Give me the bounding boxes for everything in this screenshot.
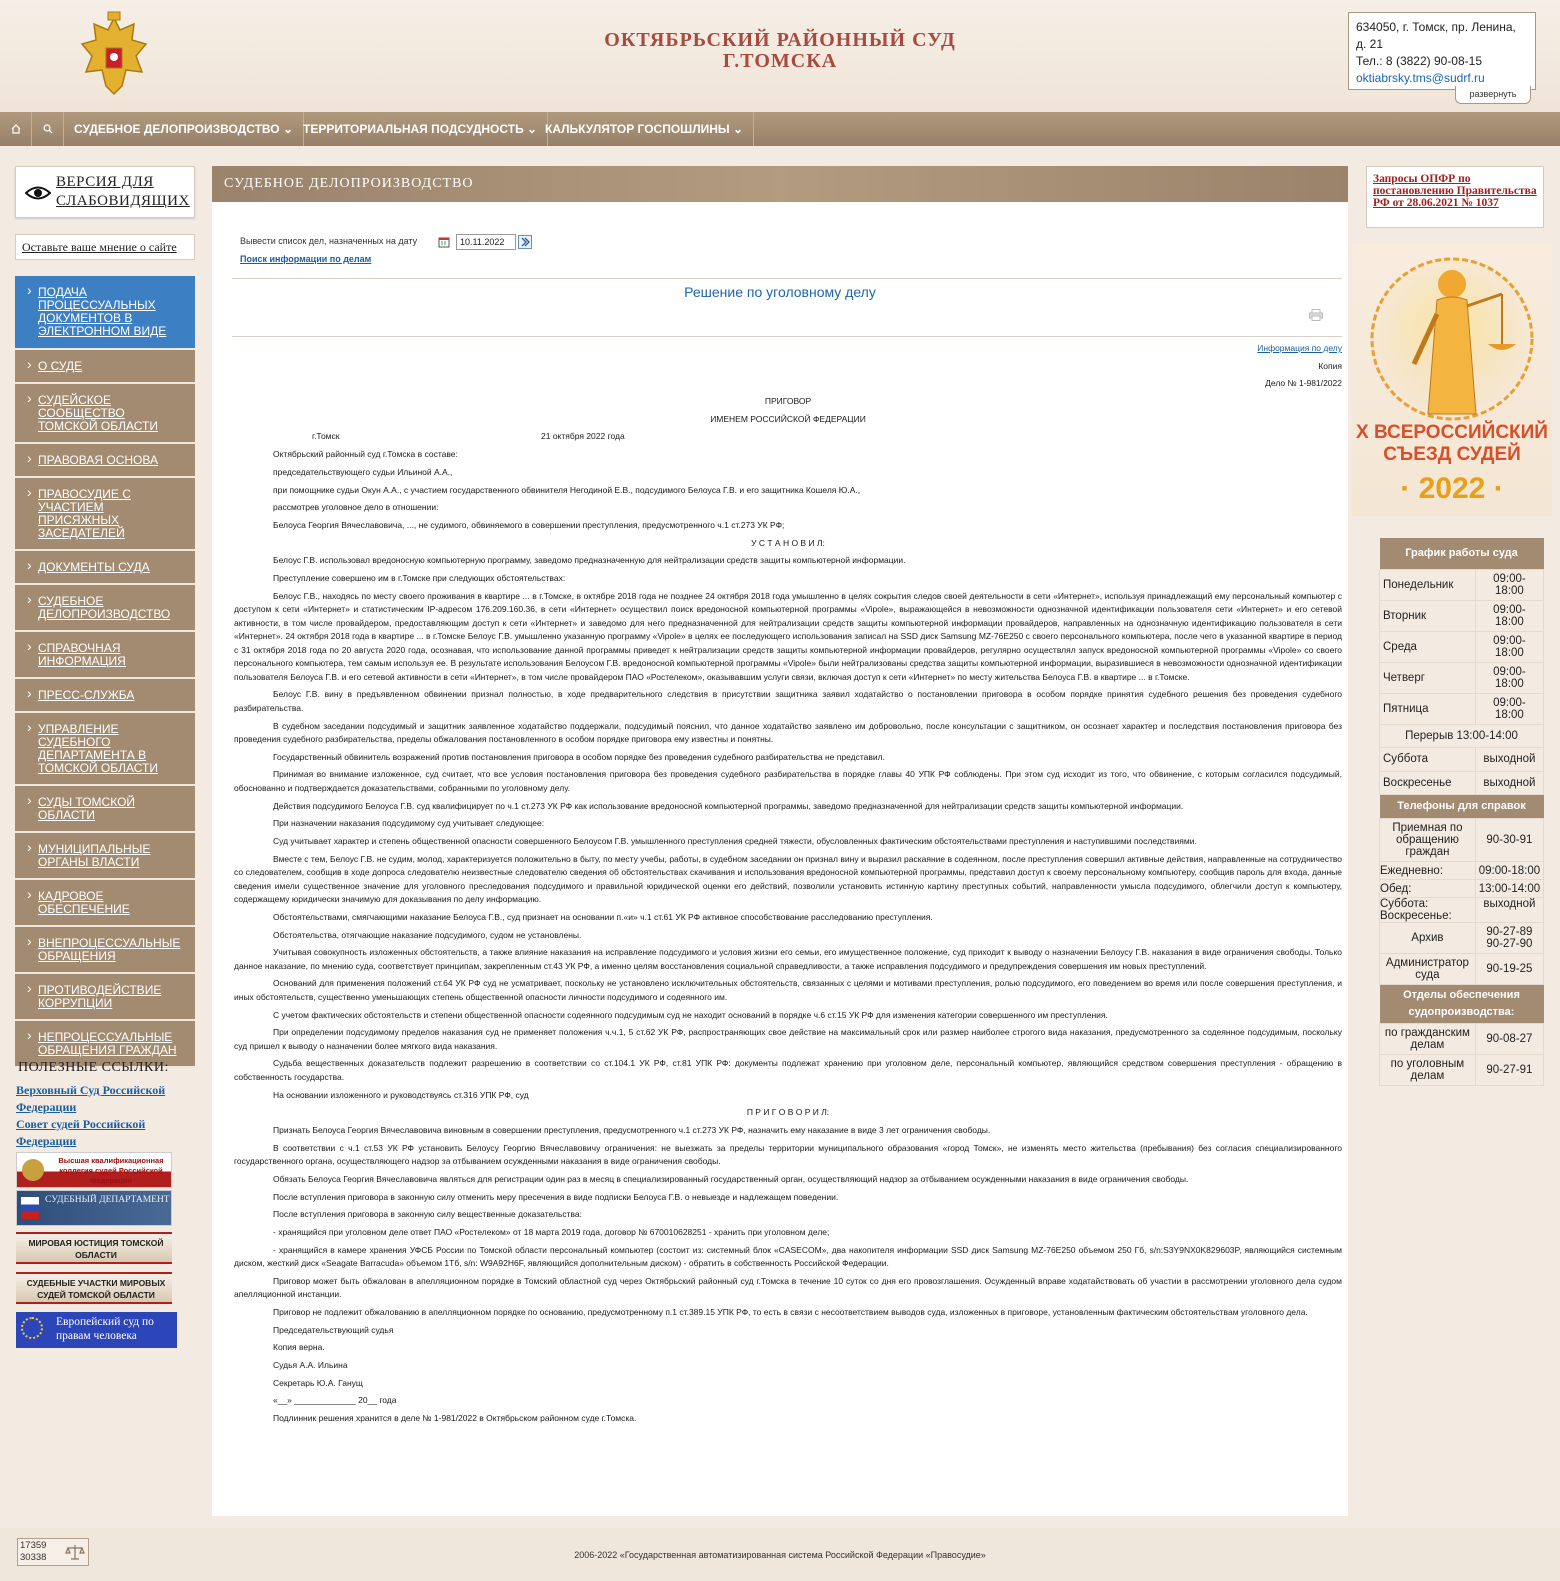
case-search-link[interactable]: Поиск информации по делам: [240, 254, 372, 264]
menu-item-legal-basis[interactable]: [15, 444, 195, 478]
themis-icon: [1352, 244, 1552, 424]
time: 09:00-18:00: [1475, 631, 1543, 662]
schedule-table: [1379, 538, 1544, 1086]
table-row: [1380, 600, 1544, 631]
paragraph: Обстоятельствами, смягчающими наказание Белоуса Г.В., суд признает на основании п.«и» ч.1 ст.61 УК РФ активное способствование расследованию преступления.: [273, 911, 933, 922]
table-row: [1380, 748, 1544, 772]
menu-item-label: КАДРОВОЕ ОБЕСПЕЧЕНИЕ: [38, 889, 130, 916]
established-heading: У С Т А Н О В И Л:: [751, 537, 825, 548]
email-link[interactable]: oktiabrsky.tms@sudrf.ru: [1356, 71, 1485, 85]
low-vision-button[interactable]: [15, 166, 195, 218]
flag-icon: [21, 1197, 39, 1219]
banner-judicial-department[interactable]: [16, 1190, 172, 1226]
menu-item-label: ПРАВОСУДИЕ С УЧАСТИЕМ ПРИСЯЖНЫХ ЗАСЕДАТЕЛЕЙ: [38, 487, 131, 540]
paragraph: Октябрьский районный суд г.Томска в составе:: [273, 449, 458, 460]
case-number: Дело № 1-981/2022: [1265, 378, 1342, 389]
table-row: [1380, 569, 1544, 600]
paragraph: Вместе с тем, Белоус Г.В. не судим, молод, характеризуется положительно в быту, по месту учебы, работы, в судебном заседании он признал вину и выразил раскаяние в содеянном, после преступления совершил активные действия, направленные на сотрудничество со следователем, сообщив в ходе допроса следователю неизвестные следователю сведения об обстоятельствах скачивания и использования вредоносной компьютерной программы, представил доступ к своему персональному компьютеру, сообщив пароль для входа, данные сведения имели существенное значение для уголовного преследования подсудимого и правильной юридической оценки его действий, позволили установить истинную картину преступных событий, направленности умысла подсудимого, облегчили доступ к компьютеру, содержащему юридически значимую для доказывания по делу информацию.: [234, 853, 1342, 905]
useful-links-title: ПОЛЕЗНЫЕ ССЫЛКИ:: [18, 1060, 169, 1075]
nav-court-proceedings[interactable]: [64, 112, 304, 146]
table-row: [1380, 631, 1544, 662]
table-row: [1380, 819, 1544, 862]
paragraph: В соответствии с ч.1 ст.53 УК РФ установить Белоусу Георгию Вячеславовичу ограничения: не выезжать за пределы территории муниципального образования «город Томск», не изменять место жительства (пребывания) без согласия специализированного государственного органа, осуществляющего надзор за отбыванием осужденными наказания в виде ограничения свободы.: [234, 1142, 1342, 1167]
table-row: [1380, 771, 1544, 795]
menu-item-label: ДОКУМЕНТЫ СУДА: [38, 560, 150, 574]
counter-value-2: 30338: [20, 1552, 47, 1563]
paragraph: При назначении наказания подсудимому суд учитывает следующее:: [273, 818, 545, 829]
nav-label: ТЕРРИТОРИАЛЬНАЯ ПОДСУДНОСТЬ: [303, 122, 524, 136]
divider: [232, 278, 1342, 279]
paragraph: На основании изложенного и руководствуясь ст.316 УПК РФ, суд: [273, 1089, 529, 1100]
emblem-icon: [22, 1159, 44, 1181]
paragraph: Судьба вещественных доказательств подлежит разрешению в соответствии со ст.104.1 УК РФ, ст.81 УПК РФ: документы подлежат хранению при уголовном деле, персональный компьютер, являющийся средством совершения преступления - обращению в собственность государства.: [234, 1058, 1342, 1082]
day: Пятница: [1380, 693, 1476, 724]
paragraph: После вступления приговора в законную силу вещественные доказательства:: [273, 1209, 583, 1220]
day: Четверг: [1380, 662, 1476, 693]
paragraph: рассмотрев уголовное дело в отношении:: [273, 502, 439, 513]
paragraph: Государственный обвинитель возражений против постановления приговора в особом порядке без проведения судебного разбирательства не представил.: [273, 751, 885, 762]
menu-item-proceedings[interactable]: [15, 585, 195, 632]
menu-item-reference[interactable]: [15, 632, 195, 679]
case-info-link[interactable]: Информация по делу: [1257, 343, 1342, 353]
table-row: [1380, 880, 1544, 898]
paragraph: - хранящийся при уголовном деле ответ ПАО «Ростелеком» от 18 марта 2019 года, договор № 670010628251 - хранить при уголовном деле;: [273, 1226, 830, 1237]
chevron-down-icon: ⌄: [527, 122, 538, 136]
paragraph: Копия верна.: [273, 1342, 325, 1353]
day: Воскресенье: [1380, 771, 1476, 795]
paragraph: Белоус Г.В. вину в предъявленном обвинении признал полностью, в ходе предварительного следствия в присутствии защитника заявил ходатайство о постановлении приговора в особом порядке принятия судебного решения без проведения судебного разбирательства.: [234, 689, 1342, 713]
menu-item-municipal[interactable]: [15, 833, 195, 880]
paragraph: Белоуса Георгия Вячеславовича, ..., не судимого, обвиняемого в совершении преступления, предусмотренного ч.1 ст.273 УК РФ;: [273, 519, 785, 530]
banner-label: СУДЕБНЫЙ ДЕПАРТАМЕНТ: [45, 1195, 170, 1205]
phones-title: Телефоны для справок: [1380, 795, 1544, 819]
counter-value-1: 17359: [20, 1540, 47, 1551]
date-input[interactable]: 10.11.2022: [456, 234, 516, 250]
header: [0, 0, 1560, 112]
table-row: [1380, 693, 1544, 724]
day: Среда: [1380, 631, 1476, 662]
paragraph: Подлинник решения хранится в деле № 1-981/2022 в Октябрьском районном суде г.Томска.: [273, 1413, 637, 1424]
congress-line1: X ВСЕРОССИЙСКИЙ: [1356, 422, 1548, 443]
weekend-time: выходной: [1475, 898, 1543, 923]
banner-label: Высшая квалификационная коллегия судей Российской Федерации: [58, 1156, 164, 1185]
nav-label: СУДЕБНОЕ ДЕЛОПРОИЗВОДСТВО: [74, 122, 280, 136]
opfr-requests-link[interactable]: Запросы ОПФР по постановлению Правительства РФ от 28.06.2021 № 1037: [1366, 166, 1544, 228]
paragraph: После вступления приговора в законную силу отменить меру пресечения в виде подписки Белоуса Г.В. о невыезде и надлежащем поведении.: [273, 1191, 839, 1202]
banner-echr[interactable]: [16, 1312, 177, 1348]
home-icon: [11, 124, 21, 134]
lunch-label: Обед:: [1380, 880, 1476, 898]
day: Вторник: [1380, 600, 1476, 631]
archive-phones: 90-27-89 90-27-90: [1475, 923, 1543, 954]
lunch-time: 13:00-14:00: [1475, 880, 1543, 898]
time: 09:00-18:00: [1475, 569, 1543, 600]
menu-item-staffing[interactable]: [15, 880, 195, 927]
verdict-date: 21 октября 2022 года: [541, 431, 625, 442]
paragraph: Преступление совершено им в г.Томске при следующих обстоятельствах:: [273, 572, 566, 583]
table-row: [1380, 1055, 1544, 1086]
menu-item-jury[interactable]: [15, 478, 195, 551]
civil-label: по гражданским делам: [1380, 1024, 1476, 1055]
table-row: [1380, 923, 1544, 954]
break-time: Перерыв 13:00-14:00: [1380, 724, 1544, 748]
paragraph: Суд учитывает характер и степень общественной опасности совершенного Белоусом Г.В. умышленного преступления средней тяжести, обусловленных фактическим обстоятельствами преступления и наступившими последствиями.: [273, 835, 1197, 846]
paragraph: Белоус Г.В., находясь по месту своего проживания в квартире ... в г.Томске, в октябре 2018 года не позднее 24 октября 2018 года умышленно в целях сокрытия следов своей деятельности в сети «Интернет», используя принадлежащий ему персональный компьютер с доступом к сети «Интернет» и статистическим IP-адресом 176.209.160.36, в сети «Интернет» осуществил поиск вредоносной компьютерной программы «Vipole», выражающейся в невозможности однозначной идентификации пользователя сети «Интернет» и его сетевой активности, в том числе провайдером, предоставляющим доступ к сети «Интернет» и заведомо для него предназначенной для нейтрализации средств защиты компьютерной информации провайдеров, направленных на однозначную идентификацию пользователя в сети «Интернет». 24 октября 2018 года в квартире ... в г.Томске Белоус Г.В. умышленно указанную программу «Vipole» в целях ее последующего использования записал на SSD диск Samsung MZ-76E250 с своего персонального компьютера, после чего в указанной квартире в период с 31 октября 2018 года по 20 августа 2020 года, осознавая, что использование данной программы приведет к нейтрализации средств защиты компьютерной информации провайдеров, регулярно осуществлял запуск вредоносной компьютерной программы «Vipole» со своего персонального компьютера, тем самым используя ее. В результате использования Белоусом Г.В. вредоносной компьютерной программы «Vipole» были нейтрализованы средства защиты компьютерной информации, выразившиеся в невозможности однозначной идентификации пользователя Белоуса Г.В. и его сетевой активности в сети «Интернет», в том числе провайдером ПАО «Ростелеком», оказывавшим услуги связи, включая доступ к сети «Интернет» по месту жительства Белоуса Г.В. в квартире ... в г.Томске.: [234, 590, 1342, 682]
reception-phone: 90-30-91: [1475, 819, 1543, 862]
paragraph: Приговор может быть обжалован в апелляционном порядке в Томский областной суд через Октябрьский районный суд г.Томска в течение 10 суток со дня его провозглашения. Осужденный вправе ходатайствовать об участии в рассмотрении уголовного дела судом апелляционной инстанции.: [234, 1275, 1342, 1300]
paragraph: С учетом фактических обстоятельств и степени общественной опасности содеянного подсудимым суд не находит оснований в порядке ч.6 ст.15 УК РФ для изменения категории совершенного им преступления.: [273, 1009, 1108, 1020]
paragraph: Секретарь Ю.А. Ганущ: [273, 1377, 363, 1388]
low-vision-label: ВЕРСИЯ ДЛЯ СЛАБОВИДЯЩИХ: [56, 174, 190, 209]
banner-label: Европейский суд по правам человека: [56, 1316, 154, 1342]
menu-item-judges-community[interactable]: [15, 384, 195, 444]
side-menu: [15, 276, 195, 1068]
address-line2: д. 21: [1356, 37, 1384, 51]
menu-item-label: ПРЕСС-СЛУЖБА: [38, 688, 135, 702]
paragraph: Обязать Белоуса Георгия Вячеславовича являться для регистрации один раз в месяц в специализированный государственный орган, осуществляющий надзор за отбыванием осужденными наказания в виде ограничения свободы.: [273, 1173, 1189, 1184]
in-name-heading: ИМЕНЕМ РОССИЙСКОЙ ФЕДЕРАЦИИ: [710, 413, 866, 424]
banner-qualification-board[interactable]: [16, 1152, 172, 1188]
footer-text: 2006-2022 «Государственная автоматизированная система Российской Федерации «Правосудие»: [574, 1550, 986, 1560]
nav-duty-calculator[interactable]: [535, 112, 754, 146]
table-row: [1380, 724, 1544, 748]
search-button[interactable]: [32, 112, 64, 146]
admin-label: Администратор суда: [1380, 954, 1476, 985]
time: 09:00-18:00: [1475, 693, 1543, 724]
city: г.Томск: [312, 431, 340, 442]
banner-label: МИРОВАЯ ЮСТИЦИЯ ТОМСКОЙ ОБЛАСТИ: [28, 1238, 164, 1260]
expand-button[interactable]: развернуть: [1455, 86, 1531, 104]
menu-item-label: СПРАВОЧНАЯ ИНФОРМАЦИЯ: [38, 641, 126, 668]
menu-item-extraprocedural[interactable]: [15, 927, 195, 974]
paragraph: Учитывая совокупность изложенных обстоятельств, а также влияние наказания на исправление подсудимого и условия жизни его семьи, его имущественное положение, суд приходит к выводу о назначении Белоусу Г.В. наказания в виде ограничения свободы. Только данное наказание, по мнению суда, соответствует принципам, закрепленным ст.43 УК РФ, а именно целям восстановления социальной справедливости, а также исправления подсудимого и предупреждения совершения им новых преступлений.: [234, 947, 1342, 971]
paragraph: Белоус Г.В. использовал вредоносную компьютерную программу, заведомо предназначенную для нейтрализации средств защиты компьютерной информации.: [273, 555, 906, 566]
go-arrow-icon[interactable]: [518, 235, 532, 249]
menu-item-tomsk-courts[interactable]: [15, 786, 195, 833]
menu-item-electronic-filing[interactable]: [15, 276, 195, 350]
menu-item-anticorruption[interactable]: [15, 974, 195, 1021]
council-of-judges-link[interactable]: Совет судей Российской Федерации: [16, 1117, 146, 1148]
paragraph: Действия подсудимого Белоуса Г.В. суд квалифицирует по ч.1 ст.273 УК РФ как использование вредоносной компьютерной программы, заведомо предназначенной для нейтрализации средств защиты компьютерной информации.: [273, 800, 1184, 811]
day: Понедельник: [1380, 569, 1476, 600]
nav-label: КАЛЬКУЛЯТОР ГОСПОШЛИНЫ: [545, 122, 730, 136]
menu-item-label: ВНЕПРОЦЕССУАЛЬНЫЕ ОБРАЩЕНИЯ: [38, 936, 181, 963]
congress-banner[interactable]: [1352, 244, 1552, 516]
eu-stars-icon: [21, 1317, 43, 1339]
menu-item-department[interactable]: [15, 713, 195, 786]
daily-label: Ежедневно:: [1380, 862, 1476, 880]
chevron-down-icon: ⌄: [733, 122, 744, 136]
court-title-line2: Г.ТОМСКА: [722, 50, 838, 72]
navbar: [0, 112, 1560, 146]
paragraph: Принимая во внимание изложенное, суд считает, что все условия постановления приговора без проведения судебного разбирательства в порядке главы 40 УПК РФ соблюдены. При этом суд исходит из того, что обвинение, с которым согласился подсудимый, обоснованно и подтверждается доказательствами, собранными по уголовному делу.: [234, 769, 1342, 793]
paragraph: - хранящийся в камере хранения УФСБ России по Томской области персональный компьютер (состоит из: системный блок «CASECOM», два накопителя информации SSD диск Samsung MZ-76E250 объемом 250 Гб, s/n:S3Y9NX0K829603P, являющийся системным диском, жесткий диск «Seagate Barracuda» объемом 1Тб, s/n: W9A92H6F, являющийся дополнительным диском) - обратить в собственность Российской Федерации.: [234, 1244, 1342, 1269]
home-button[interactable]: [0, 112, 32, 146]
main-content: [212, 166, 1348, 1516]
divider: [232, 336, 1342, 337]
departments-title: Отделы обеспечения судопроизводства:: [1380, 985, 1544, 1024]
paragraph: Судья А.А. Ильина: [273, 1360, 348, 1371]
criminal-phone: 90-27-91: [1475, 1055, 1543, 1086]
table-row: [1380, 954, 1544, 985]
address-line1: 634050, г. Томск, пр. Ленина,: [1356, 20, 1516, 34]
city-date-row: [234, 430, 1342, 444]
menu-item-label: СУДЕБНОЕ ДЕЛОПРОИЗВОДСТВО: [38, 594, 171, 621]
banner-label: СУДЕБНЫЕ УЧАСТКИ МИРОВЫХ СУДЕЙ ТОМСКОЙ ОБЛАСТИ: [26, 1278, 166, 1300]
schedule-title: График работы суда: [1380, 538, 1544, 569]
menu-item-label: О СУДЕ: [38, 359, 83, 373]
paragraph: при помощнике судьи Окун А.А., с участием государственного обвинителя Негодиной Е.В., подсудимого Белоуса Г.В. и его защитника Кошеля Ю.А.,: [273, 484, 861, 495]
supreme-court-link[interactable]: Верховный Суд Российской Федерации: [16, 1083, 166, 1114]
phone: Тел.: 8 (3822) 90-08-15: [1356, 54, 1482, 68]
civil-phone: 90-08-27: [1475, 1024, 1543, 1055]
admin-phone: 90-19-25: [1475, 954, 1543, 985]
menu-item-documents[interactable]: [15, 551, 195, 585]
paragraph: Обстоятельства, отягчающие наказание подсудимого, судом не установлены.: [273, 929, 582, 940]
time: выходной: [1475, 771, 1543, 795]
menu-item-label: УПРАВЛЕНИЕ СУДЕБНОГО ДЕПАРТАМЕНТА В ТОМСКОЙ ОБЛАСТИ: [38, 722, 158, 775]
chevron-down-icon: ⌄: [282, 122, 294, 136]
menu-item-label: МУНИЦИПАЛЬНЫЕ ОРГАНЫ ВЛАСТИ: [38, 842, 151, 869]
calendar-icon[interactable]: [438, 236, 450, 248]
table-row: [1380, 898, 1544, 923]
nav-territorial-jurisdiction[interactable]: [293, 112, 548, 146]
menu-item-label: СУДЕЙСКОЕ СООБЩЕСТВО ТОМСКОЙ ОБЛАСТИ: [38, 393, 158, 433]
table-row: [1380, 862, 1544, 880]
menu-item-label: НЕПРОЦЕССУАЛЬНЫЕ ОБРАЩЕНИЯ ГРАЖДАН: [38, 1030, 177, 1057]
date-label: Вывести список дел, назначенных на дату: [240, 236, 418, 246]
daily-time: 09:00-18:00: [1475, 862, 1543, 880]
verdict-heading: ПРИГОВОР: [764, 396, 812, 407]
menu-item-press[interactable]: [15, 679, 195, 713]
reception-label: Приемная по обращению граждан: [1380, 819, 1476, 862]
paragraph: При определении подсудимому пределов наказания суд не применяет положения ч.ч.1, 5 ст.62 УК РФ, распространяющих свое действие на максимальный срок или размер наиболее строгого вида наказания, предусмотренного за содеянное подсудимым, поскольку суд пришел к выводу о назначении более мягкого вида наказания.: [234, 1027, 1342, 1051]
paragraph: председательствующего судьи Ильиной А.А.,: [273, 466, 453, 477]
paragraph: «__» _____________ 20__ года: [273, 1395, 397, 1406]
eye-icon: [25, 185, 51, 201]
section-title: СУДЕБНОЕ ДЕЛОПРОИЗВОДСТВО: [212, 166, 1348, 202]
contact-box: [1348, 12, 1536, 90]
verdict-document: [234, 342, 1342, 1430]
time: 09:00-18:00: [1475, 662, 1543, 693]
paragraph: Приговор не подлежит обжалованию в апелляционном порядке по основанию, предусмотренному п.1 ст.389.15 УПК РФ, то есть в связи с несоответствием выводов суда, изложенных в приговоре, установленным фактическим обстоятельствам уголовного дела.: [273, 1307, 1308, 1317]
decision-title: Решение по уголовному делу: [684, 284, 876, 300]
paragraph: Председательствующий судья: [273, 1324, 394, 1335]
menu-item-label: ПОДАЧА ПРОЦЕССУАЛЬНЫХ ДОКУМЕНТОВ В ЭЛЕКТРОННОМ ВИДЕ: [38, 285, 167, 338]
paragraph: В судебном заседании подсудимый и защитник заявленное ходатайство поддержали, подсудимый пояснил, что данное ходатайство заявлено им добровольно, после консультации с защитником, он осознает характер и последствия постановления приговора без проведения судебного разбирательства, пределы обжалования постановленного в особом порядке приговора ему известны и понятны.: [234, 720, 1342, 744]
coat-of-arms-icon: [74, 10, 154, 96]
sentenced-heading: П Р И Г О В О Р И Л:: [746, 1107, 830, 1118]
site-feedback-link[interactable]: Оставьте ваше мнение о сайте: [15, 234, 195, 260]
court-title: [560, 30, 1000, 72]
menu-item-about[interactable]: [15, 350, 195, 384]
menu-item-label: ПРОТИВОДЕЙСТВИЕ КОРРУПЦИИ: [38, 983, 162, 1010]
day: Суббота: [1380, 748, 1476, 772]
congress-line2: СЪЕЗД СУДЕЙ: [1383, 444, 1521, 465]
weekend-label: Суббота: Воскресенье:: [1380, 898, 1476, 923]
banner-magistrate-districts[interactable]: [16, 1272, 172, 1304]
print-icon[interactable]: [1309, 309, 1323, 321]
copy-label: Копия: [1318, 360, 1342, 371]
banner-magistrates-justice[interactable]: [16, 1232, 172, 1264]
table-row: [1380, 1024, 1544, 1055]
menu-item-label: СУДЫ ТОМСКОЙ ОБЛАСТИ: [38, 795, 136, 822]
criminal-label: по уголовным делам: [1380, 1055, 1476, 1086]
search-icon: [43, 124, 53, 134]
menu-item-label: ПРАВОВАЯ ОСНОВА: [38, 453, 158, 467]
table-row: [1380, 662, 1544, 693]
paragraph: Признать Белоуса Георгия Вячеславовича виновным в совершении преступления, предусмотренного ч.1 ст.273 УК РФ, назначить ему наказание в виде 3 лет ограничения свободы.: [273, 1125, 991, 1135]
time: 09:00-18:00: [1475, 600, 1543, 631]
congress-year: · 2022 ·: [1400, 472, 1504, 505]
archive-label: Архив: [1380, 923, 1476, 954]
court-title-line1: ОКТЯБРЬСКИЙ РАЙОННЫЙ СУД: [604, 29, 956, 51]
paragraph: Оснований для применения положений ст.64 УК РФ суд не усматривает, поскольку не установлено исключительных обстоятельств, связанных с целями и мотивами преступления, ролью подсудимого, его поведением во время или после совершения преступления, и иных обстоятельств, существенно уменьшающих степень общественной опасности личности подсудимого и содеянного им.: [234, 978, 1342, 1002]
time: выходной: [1475, 748, 1543, 772]
